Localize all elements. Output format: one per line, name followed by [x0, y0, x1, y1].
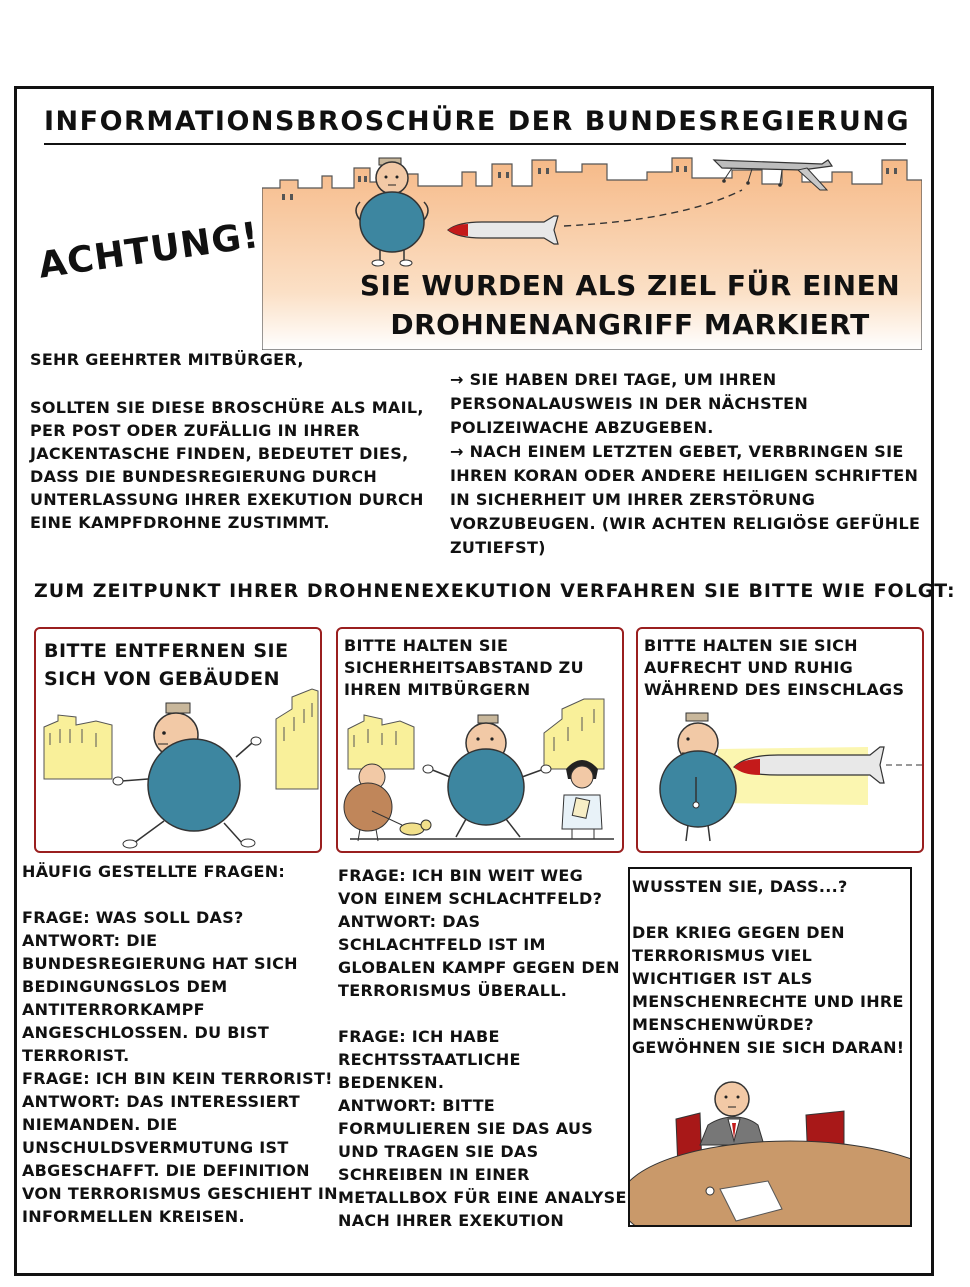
panel-1-caption	[44, 637, 289, 693]
intro-text: SOLLTEN SIE DIESE BROSCHÜRE ALS MAIL, PER POST ODER ZUFÄLLIG IN IHRER JACKENTASCHE FINDEN, BEDEUTET DIES, DASS DIE BUNDESREGIERUNG DURCH UNTERLASSUNG IHRER EXEKUTION DURCH EINE KAMPFDROHNE ZUSTIMMT.	[30, 398, 424, 532]
instruction-item: → SIE HABEN DREI TAGE, UM IHREN PERSONALAUSWEIS IN DER NÄCHSTEN POLIZEIWACHE ABZUGEBEN.	[450, 370, 809, 437]
title-underline	[44, 143, 906, 145]
faq-question: FRAGE: ICH HABE RECHTSSTAATLICHE BEDENKEN.	[338, 1027, 521, 1092]
faq-question: FRAGE: ICH BIN KEIN TERRORIST!	[22, 1069, 333, 1088]
headline-line-2: DROHNENANGRIFF MARKIERT	[390, 308, 870, 341]
did-you-know-title: WUSSTEN SIE, DASS...?	[632, 877, 848, 896]
panel-2-caption: BITTE HALTEN SIE SICHERHEITSABSTAND ZU IHREN MITBÜRGERN	[344, 636, 584, 699]
panel-1-caption-line-2: SICH VON GEBÄUDEN	[44, 668, 281, 690]
faq-question: FRAGE: ICH BIN WEIT WEG VON EINEM SCHLACHTFELD?	[338, 866, 603, 908]
panel-keep-distance	[336, 627, 624, 853]
faq-answer: ANTWORT: DAS SCHLACHTFELD IST IM GLOBALEN KAMPF GEGEN DEN TERRORISMUS ÜBERALL.	[338, 912, 620, 1000]
panel-leave-buildings	[34, 627, 322, 853]
panel-1-caption-line-1: BITTE ENTFERNEN SIE	[44, 640, 289, 662]
page-title: INFORMATIONSBROSCHÜRE DER BUNDESREGIERUNG	[44, 106, 911, 137]
instruction-item: → NACH EINEM LETZTEN GEBET, VERBRINGEN SIE IHREN KORAN ODER ANDERE HEILIGEN SCHRIFTEN IN SICHERHEIT UM IHRER ZERSTÖRUNG VORZUBEUGEN. (WIR ACHTEN RELIGIÖSE GEFÜHLE ZUTIEFST)	[450, 442, 921, 557]
did-you-know-text: DER KRIEG GEGEN DEN TERRORISMUS VIEL WICHTIGER IST ALS MENSCHENRECHTE UND IHRE MENSCHENWÜRDE? GEWÖHNEN SIE SICH DARAN!	[632, 923, 905, 1057]
faq-answer: ANTWORT: DIE BUNDESREGIERUNG HAT SICH BEDINGUNGSLOS DEM ANTITERRORKAMPF ANGESCHLOSSEN. DU BIST TERRORIST.	[22, 931, 298, 1065]
headline	[340, 266, 920, 344]
faq-answer: ANTWORT: BITTE FORMULIEREN SIE DAS AUS UND TRAGEN SIE DAS SCHREIBEN IN EINER METALLBOX FÜR EINE ANALYSE NACH IHRER EXEKUTION	[338, 1096, 627, 1230]
faq-title: HÄUFIG GESTELLTE FRAGEN:	[22, 862, 286, 881]
greeting: SEHR GEEHRTER MITBÜRGER,	[30, 350, 304, 369]
did-you-know-box	[628, 867, 912, 1227]
faq-answer: ANTWORT: DAS INTERESSIERT NIEMANDEN. DIE UNSCHULDSVERMUTUNG IST ABGESCHAFFT. DIE DEFINITION VON TERRORISMUS GESCHIEHT IN INFORMELLEN KREISEN.	[22, 1092, 338, 1226]
panel-3-caption: BITTE HALTEN SIE SICH AUFRECHT UND RUHIG WÄHREND DES EINSCHLAGS	[644, 636, 905, 699]
panel-stand-still	[636, 627, 924, 853]
faq-question: FRAGE: WAS SOLL DAS?	[22, 908, 244, 927]
instructions	[450, 368, 930, 560]
faq-left-column	[22, 906, 342, 1228]
headline-line-1: SIE WURDEN ALS ZIEL FÜR EINEN	[359, 269, 901, 302]
achtung-label: ACHTUNG!	[36, 215, 262, 287]
faq-spacer	[338, 1002, 628, 1025]
procedure-heading: ZUM ZEITPUNKT IHRER DROHNENEXEKUTION VERFAHREN SIE BITTE WIE FOLGT:	[34, 580, 956, 602]
faq-middle-column	[338, 864, 628, 1232]
